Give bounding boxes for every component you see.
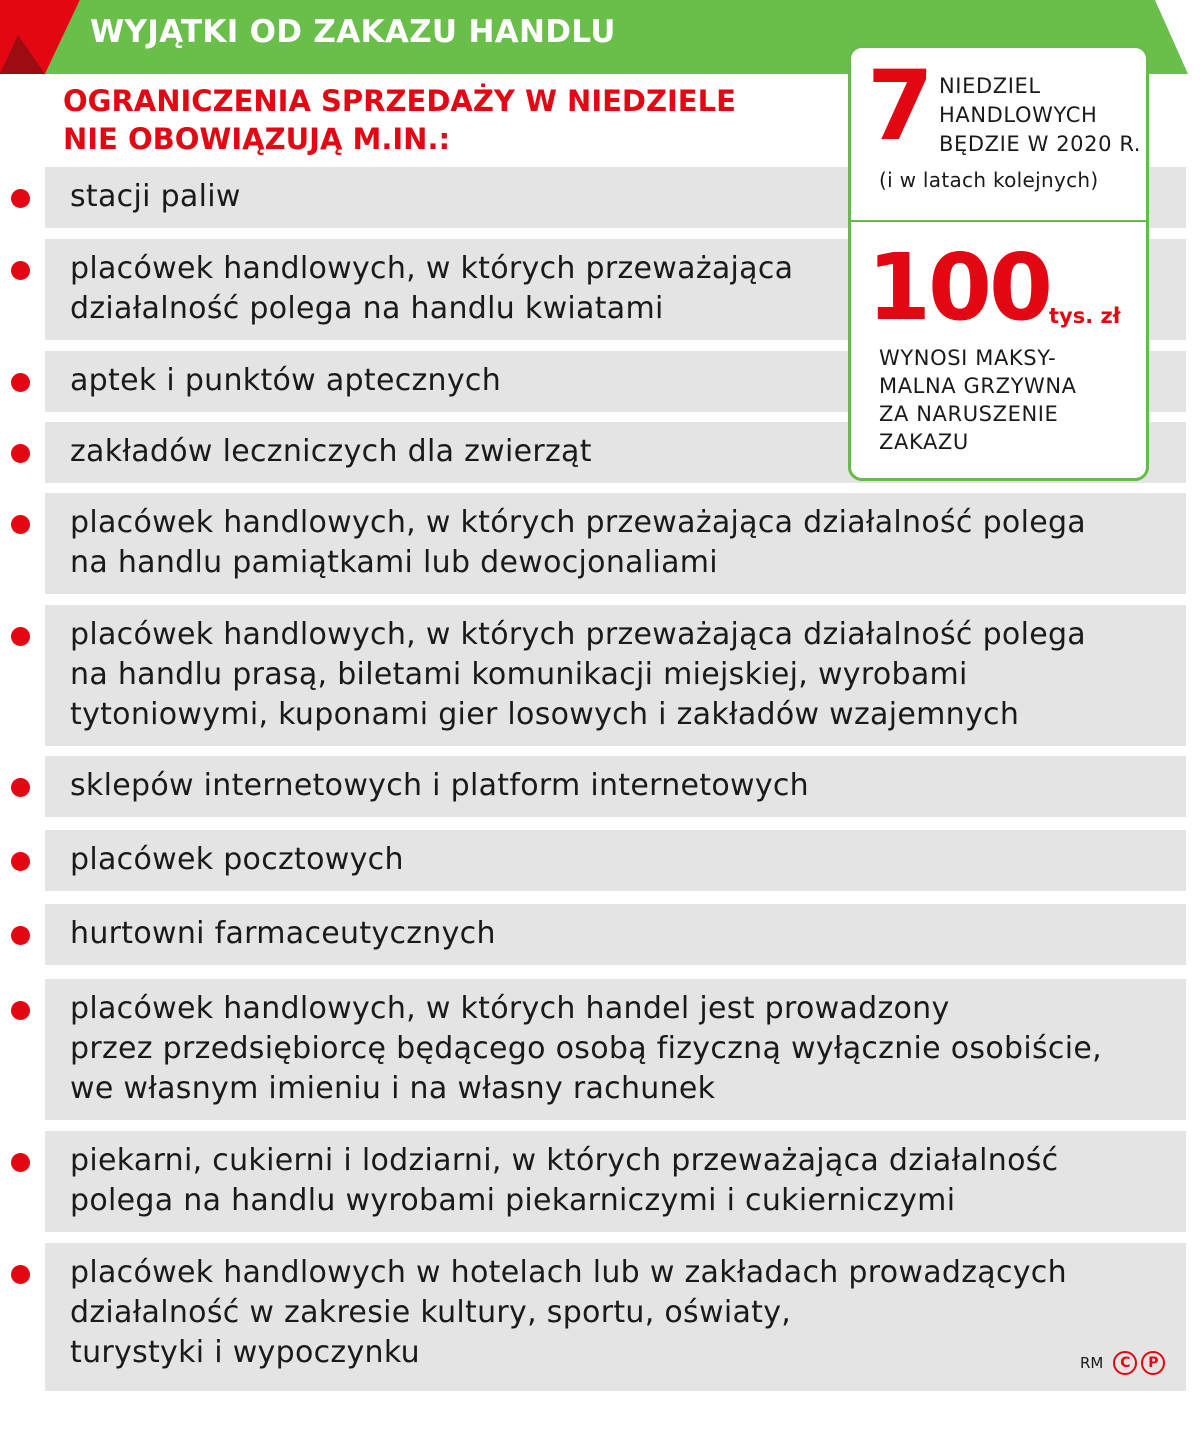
- fine-caption-line: WYNOSI MAKSY-: [879, 346, 1057, 370]
- sundays-caption-line: NIEDZIEL: [939, 74, 1041, 98]
- bullet-icon: [11, 373, 30, 392]
- list-item-text: sklepów internetowych i platform internetowych: [70, 768, 809, 803]
- list-item-text: piekarni, cukierni i lodziarni, w których przeważająca działalność polega na handlu wyrobami piekarniczymi i cukierniczymi: [70, 1143, 1059, 1218]
- bullet-icon: [11, 189, 30, 208]
- sundays-caption: [939, 72, 1141, 159]
- sundays-number: 7: [867, 50, 934, 162]
- list-item: [45, 1243, 1186, 1391]
- list-item: [45, 979, 1186, 1120]
- list-item-text: placówek handlowych, w których przeważająca działalność polega na handlu kwiatami: [70, 251, 794, 326]
- fine-caption-line: ZAKAZU: [879, 430, 969, 454]
- bullet-icon: [11, 1001, 30, 1020]
- bullet-icon: [11, 261, 30, 280]
- list-item-text: hurtowni farmaceutycznych: [70, 916, 496, 951]
- list-item-text: zakładów leczniczych dla zwierząt: [70, 434, 592, 469]
- fine-caption: [879, 344, 1077, 456]
- list-item: [45, 904, 1186, 965]
- list-item-text: placówek handlowych, w których handel jest prowadzony przez przedsiębiorcę będącego osobą fizyczną wyłącznie osobiście, we własnym imieniu i na własny rachunek: [70, 991, 1102, 1106]
- info-box: [848, 45, 1149, 481]
- subtitle-line: NIE OBOWIĄZUJĄ M.IN.:: [63, 122, 451, 156]
- sundays-caption-line: BĘDZIE W 2020 R.: [939, 132, 1142, 156]
- list-item: [45, 1131, 1186, 1232]
- credit: [1080, 1350, 1165, 1376]
- press-icon: P: [1141, 1351, 1165, 1375]
- bullet-icon: [11, 778, 30, 797]
- fine-caption-line: MALNA GRZYWNA: [879, 374, 1077, 398]
- sundays-note: (i w latach kolejnych): [879, 168, 1099, 192]
- bullet-icon: [11, 926, 30, 945]
- list-item-text: aptek i punktów aptecznych: [70, 363, 502, 398]
- list-item-text: placówek handlowych w hotelach lub w zakładach prowadzących działalność w zakresie kultury, sportu, oświaty, turystyki i wypoczynku: [70, 1255, 1067, 1370]
- info-divider: [851, 220, 1146, 222]
- bullet-icon: [11, 1265, 30, 1284]
- credit-author: RM: [1080, 1354, 1104, 1372]
- fine-caption-line: ZA NARUSZENIE: [879, 402, 1059, 426]
- bullet-icon: [11, 444, 30, 463]
- list-item-text: placówek pocztowych: [70, 842, 404, 877]
- list-item-text: placówek handlowych, w których przeważająca działalność polega na handlu pamiątkami lub dewocjonaliami: [70, 505, 1086, 580]
- list-item: [45, 493, 1186, 594]
- list-item: [45, 605, 1186, 746]
- copyright-icon: C: [1113, 1351, 1137, 1375]
- list-item-text: placówek handlowych, w których przeważająca działalność polega na handlu prasą, biletami komunikacji miejskiej, wyrobami tytoniowymi, kuponami gier losowych i zakładów wzajemnych: [70, 617, 1086, 732]
- fine-number: 100: [867, 234, 1051, 341]
- list-item: [45, 830, 1186, 891]
- fine-unit: tys. zł: [1049, 304, 1121, 328]
- subtitle-line: OGRANICZENIA SPRZEDAŻY W NIEDZIELE: [63, 84, 736, 118]
- list-item: [45, 756, 1186, 817]
- bullet-icon: [11, 515, 30, 534]
- bullet-icon: [11, 852, 30, 871]
- bullet-icon: [11, 1153, 30, 1172]
- page-title: WYJĄTKI OD ZAKAZU HANDLU: [90, 14, 616, 50]
- list-item-text: stacji paliw: [70, 179, 241, 214]
- sundays-caption-line: HANDLOWYCH: [939, 103, 1098, 127]
- bullet-icon: [11, 627, 30, 646]
